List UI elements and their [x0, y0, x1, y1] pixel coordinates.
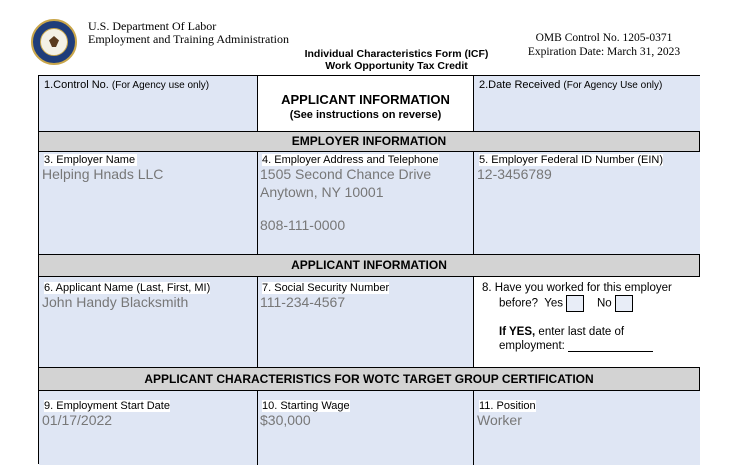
employer-ein-label: 5. Employer Federal ID Number (EIN)	[479, 154, 663, 166]
applicant-info-title: APPLICANT INFORMATION	[281, 92, 450, 107]
start-date-label: 9. Employment Start Date	[44, 400, 170, 412]
yes-checkbox[interactable]	[566, 295, 584, 312]
employer-address-label: 4. Employer Address and Telephone	[262, 154, 439, 166]
employer-address-line1: 1505 Second Chance Drive	[260, 166, 432, 182]
starting-wage-label: 10. Starting Wage	[262, 400, 350, 412]
instructions-note: (See instructions on reverse)	[289, 109, 442, 121]
no-label: No	[596, 297, 612, 310]
no-checkbox[interactable]	[615, 295, 633, 312]
starting-wage-value: $30,000	[260, 412, 311, 428]
applicant-info-header: APPLICANT INFORMATION	[39, 254, 699, 277]
department-name: U.S. Department Of Labor	[88, 19, 217, 33]
yes-label: Yes	[544, 297, 563, 310]
applicant-name-value: John Handy Blacksmith	[42, 294, 189, 310]
applicant-name-label: 6. Applicant Name (Last, First, MI)	[44, 282, 211, 294]
form-title-line2: Work Opportunity Tax Credit	[325, 60, 468, 72]
last-employment-date-input[interactable]	[568, 341, 653, 352]
omb-control-number: OMB Control No. 1205-0371	[535, 32, 673, 44]
form-title-line1: Individual Characteristics Form (ICF)	[304, 48, 489, 60]
characteristics-header: APPLICANT CHARACTERISTICS FOR WOTC TARGET GROUP CERTIFICATION	[39, 367, 699, 391]
form-title	[289, 48, 504, 72]
expiration-date: Expiration Date: March 31, 2023	[527, 46, 681, 58]
last-employment-date: employment:	[499, 340, 653, 352]
if-yes-instruction: If YES, enter last date of	[499, 326, 625, 338]
position-value: Worker	[477, 412, 522, 428]
worked-before-question: 8. Have you worked for this employer	[482, 282, 672, 294]
administration-name: Employment and Training Administration	[88, 32, 289, 46]
agency-header	[88, 20, 289, 46]
employer-info-header: EMPLOYER INFORMATION	[39, 131, 699, 152]
position-label: 11. Position	[479, 400, 536, 412]
ssn-value: 111-234-4567	[260, 294, 346, 310]
employer-phone: 808-111-0000	[260, 217, 346, 233]
worked-before-label: before?	[499, 297, 539, 310]
omb-block	[519, 31, 689, 59]
employer-name-value: Helping Hnads LLC	[42, 166, 164, 182]
control-no-label: 1.Control No. (For Agency use only)	[44, 79, 210, 91]
employer-name-label: 3. Employer Name	[44, 154, 136, 166]
ssn-label: 7. Social Security Number	[262, 282, 390, 294]
employer-ein-value: 12-3456789	[477, 166, 552, 182]
start-date-value: 01/17/2022	[42, 412, 113, 428]
employer-address-line2: Anytown, NY 10001	[260, 184, 384, 200]
form-grid	[38, 75, 700, 464]
worked-before-options	[499, 295, 633, 312]
date-received-label: 2.Date Received (For Agency Use only)	[479, 79, 663, 91]
dol-seal-icon	[31, 19, 77, 65]
